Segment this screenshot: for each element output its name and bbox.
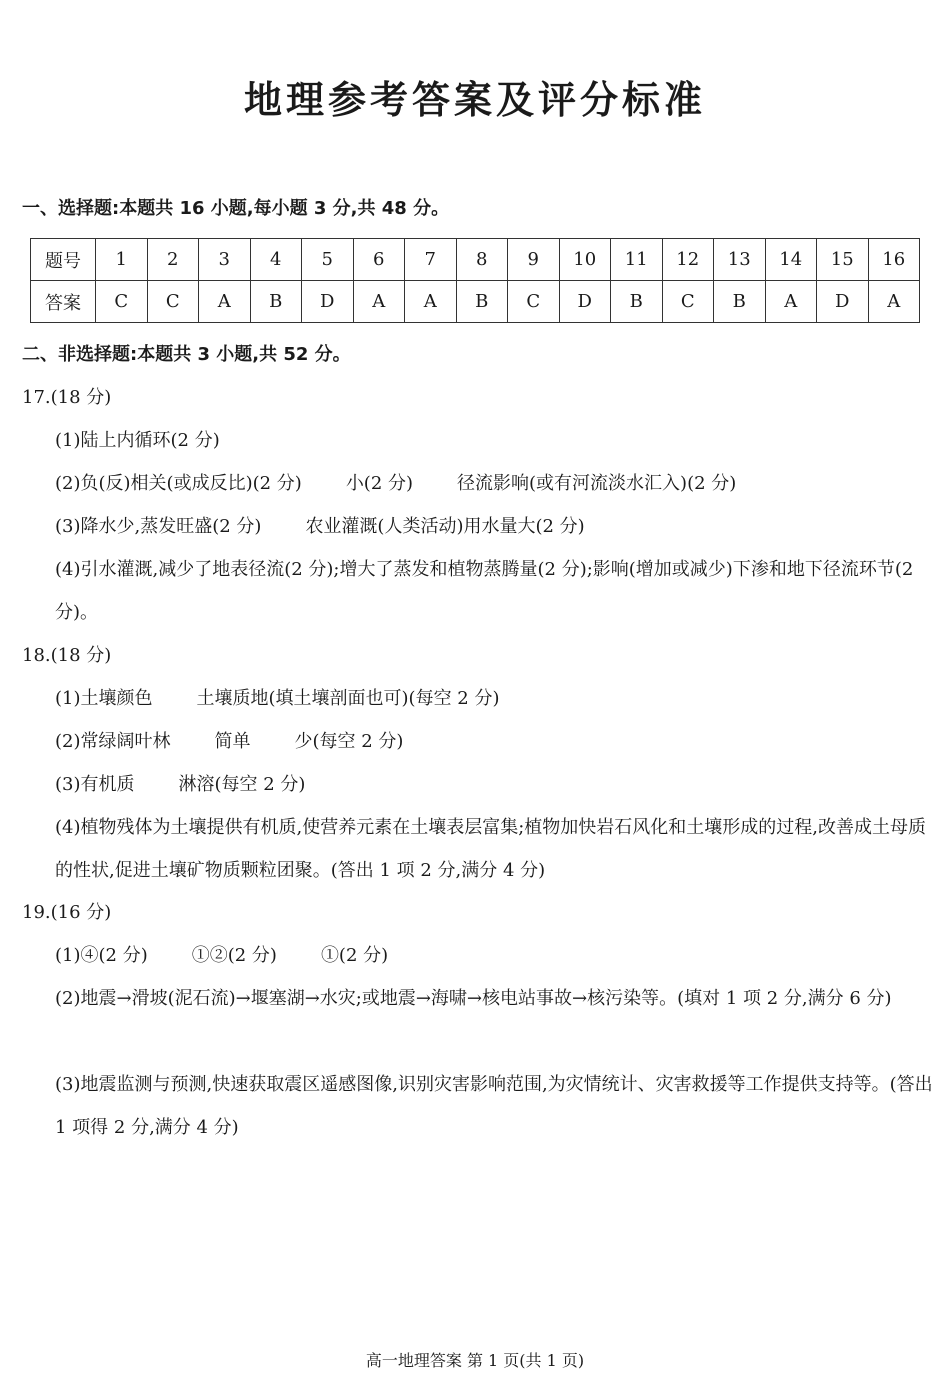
q17-part3-b: 农业灌溉(人类活动)用水量大(2 分) [305, 516, 585, 537]
page-footer: 高一地理答案 第 1 页(共 1 页) [365, 1351, 585, 1370]
table-cell: 12 [662, 239, 714, 281]
q18-part3 [55, 772, 933, 798]
q17-part3 [55, 514, 933, 540]
q18-part2-b: 简单 [214, 731, 251, 752]
table-cell: D [302, 281, 354, 323]
table-cell: A [199, 281, 251, 323]
table-cell: 8 [456, 239, 508, 281]
table-cell: A [868, 281, 920, 323]
table-cell: 14 [765, 239, 817, 281]
q19-part1 [55, 943, 933, 969]
q18-heading: 18.(18 分) [22, 645, 112, 666]
q17-part2-c: 径流影响(或有河流淡水汇入)(2 分) [457, 473, 737, 494]
table-cell: 11 [611, 239, 663, 281]
row-label-number: 题号 [31, 239, 96, 281]
table-cell: 16 [868, 239, 920, 281]
q18-part4: (4)植物残体为土壤提供有机质,使营养元素在土壤表层富集;植物加快岩石风化和土壤形成的过程,改善成土母质的性状,促进土壤矿物质颗粒团聚。(答出 1 项 2 分,满分 4 分) [55, 817, 926, 881]
q17-part4: (4)引水灌溉,减少了地表径流(2 分);增大了蒸发和植物蒸腾量(2 分);影响(增加或减少)下渗和地下径流环节(2 分)。 [55, 559, 914, 623]
table-cell: D [559, 281, 611, 323]
table-cell: 13 [714, 239, 766, 281]
q19-part1-b: ①②(2 分) [191, 945, 277, 966]
table-cell: 3 [199, 239, 251, 281]
q19-part3: (3)地震监测与预测,快速获取震区遥感图像,识别灾害影响范围,为灾情统计、灾害救援等工作提供支持等。(答出 1 项得 2 分,满分 4 分) [55, 1074, 933, 1138]
table-cell: B [250, 281, 302, 323]
q18-part1-b: 土壤质地(填土壤剖面也可)(每空 2 分) [196, 688, 500, 709]
q18-part3-a: (3)有机质 [55, 774, 135, 795]
table-cell: 9 [508, 239, 560, 281]
q17-part3-a: (3)降水少,蒸发旺盛(2 分) [55, 516, 262, 537]
q17-heading: 17.(18 分) [22, 387, 112, 408]
q17-part1: (1)陆上内循环(2 分) [55, 430, 220, 451]
table-cell: D [817, 281, 869, 323]
q18-part3-b: 淋溶(每空 2 分) [178, 774, 306, 795]
q19-heading: 19.(16 分) [22, 902, 112, 923]
section-1-heading: 一、选择题:本题共 16 小题,每小题 3 分,共 48 分。 [22, 198, 450, 219]
table-cell: 15 [817, 239, 869, 281]
table-cell: 10 [559, 239, 611, 281]
table-cell: A [765, 281, 817, 323]
table-cell: B [714, 281, 766, 323]
table-cell: C [147, 281, 199, 323]
q19-part1-c: ①(2 分) [320, 945, 389, 966]
table-cell: 5 [302, 239, 354, 281]
table-cell: A [353, 281, 405, 323]
row-label-answer: 答案 [31, 281, 96, 323]
q18-part2 [55, 729, 933, 755]
q18-part2-c: 少(每空 2 分) [294, 731, 404, 752]
table-cell: 2 [147, 239, 199, 281]
q19-part1-a: (1)④(2 分) [55, 945, 148, 966]
table-cell: B [611, 281, 663, 323]
q17-part2-b: 小(2 分) [345, 473, 414, 494]
page-title: 地理参考答案及评分标准 [243, 78, 706, 122]
table-cell: A [405, 281, 457, 323]
table-cell: B [456, 281, 508, 323]
q18-part1 [55, 686, 933, 712]
table-cell: 6 [353, 239, 405, 281]
table-cell: C [508, 281, 560, 323]
q17-part2 [55, 471, 933, 497]
table-row-numbers [31, 239, 920, 281]
table-cell: C [662, 281, 714, 323]
table-cell: C [96, 281, 148, 323]
table-cell: 7 [405, 239, 457, 281]
answer-table [30, 238, 920, 323]
q19-part2: (2)地震→滑坡(泥石流)→堰塞湖→水灾;或地震→海啸→核电站事故→核污染等。(填对 1 项 2 分,满分 6 分) [55, 988, 892, 1009]
table-cell: 1 [96, 239, 148, 281]
q18-part2-a: (2)常绿阔叶林 [55, 731, 171, 752]
q17-part2-a: (2)负(反)相关(或成反比)(2 分) [55, 473, 302, 494]
q18-part1-a: (1)土壤颜色 [55, 688, 153, 709]
table-row-answers [31, 281, 920, 323]
section-2-heading: 二、非选择题:本题共 3 小题,共 52 分。 [22, 344, 351, 365]
table-cell: 4 [250, 239, 302, 281]
